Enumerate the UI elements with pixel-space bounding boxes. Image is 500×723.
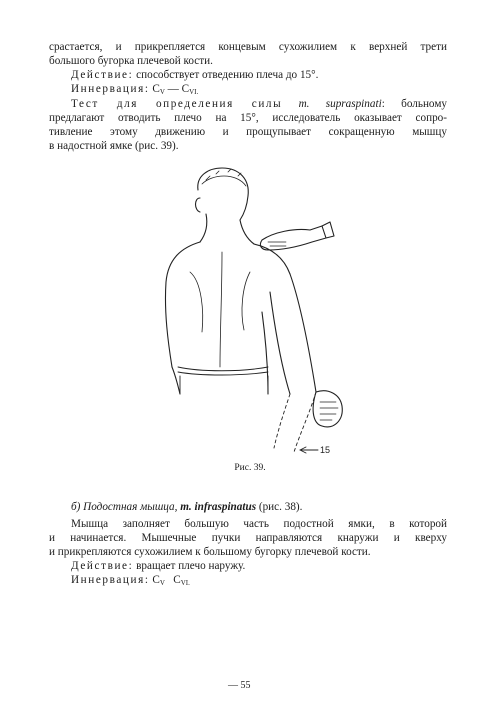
back-right [262,312,268,394]
nerve-root: С [181,83,190,95]
action-line [49,559,447,573]
back-left [172,367,180,394]
figure-39-illustration [150,162,360,462]
heading-line [49,500,447,514]
test-text: : больному [381,98,447,110]
section-b-heading [49,500,447,514]
spine [220,252,222,367]
text-line: Мышца заполняет большую часть подостной ямки, в которой [71,518,447,530]
examiner-hand [260,226,326,250]
action-text: вращает плечо наружу. [136,560,246,572]
forearm-dashed [274,392,316,452]
left-shoulder [165,242,200,367]
section-b-body [49,517,447,590]
text-line: предлагают отводить плечо на 15°, исследователь оказывает сопро- [49,112,447,124]
nerve-root-sub: V [159,88,165,96]
heading-ref: (рис. 38). [258,501,303,513]
left-scapula [190,272,203,332]
test-label: Тест для определения силы [71,98,283,110]
nerve-root-sub: VI. [180,579,190,587]
figure-caption: Рис. 39. [234,463,266,473]
innervation-label: Иннервация: [71,574,150,586]
text-line: и начинается. Мышечные пучки направляются кнаружи и кверху [49,532,447,544]
dash: — [167,83,179,95]
fist [313,391,342,427]
action-label: Действие: [71,69,134,81]
test-paragraph [49,97,447,153]
arm-outer [290,274,316,392]
neck-left [200,214,207,242]
test-line-1 [49,97,447,111]
nerve-root: С [173,574,181,586]
action-label: Действие: [71,560,134,572]
right-scapula [242,272,250,330]
innervation-label: Иннервация: [71,83,150,95]
hips [180,376,268,394]
page-number: — 55 [228,680,251,691]
fist-fingers [320,402,338,420]
nerve-root: С [152,83,160,95]
text-line: срастается, и прикрепляется концевым сухожилием к верхней трети [49,41,447,53]
arm-inner [270,292,290,394]
top-paragraph [49,40,447,99]
test-muscle: m. supraspinati [298,98,382,110]
text-line: и прикрепляются сухожилием к большому бугорку плечевой кости. [49,546,371,558]
heading-prefix: б) Подостная мышца, [71,501,178,513]
left-ear [196,198,201,212]
nerve-root-sub: V [159,579,165,587]
figure-label-15: 15 [320,445,331,455]
text-line: тивление этому движению и прощупывает сокращенную мышцу [49,126,447,138]
nerve-root-sub: VI. [189,88,199,96]
innervation-line [49,573,447,590]
nerve-root: С [152,574,160,586]
neck-right [240,220,254,244]
text-line: большого бугорка плечевой кости. [49,55,213,67]
waistband [178,367,268,375]
heading-muscle: m. infraspinatus [180,501,257,513]
text-line: в надостной ямке (рис. 39). [49,140,179,152]
action-text: способствует отведению плеча до 15°. [136,69,319,81]
hair [202,169,246,186]
examiner-fingers [268,242,286,246]
action-line [49,68,447,82]
